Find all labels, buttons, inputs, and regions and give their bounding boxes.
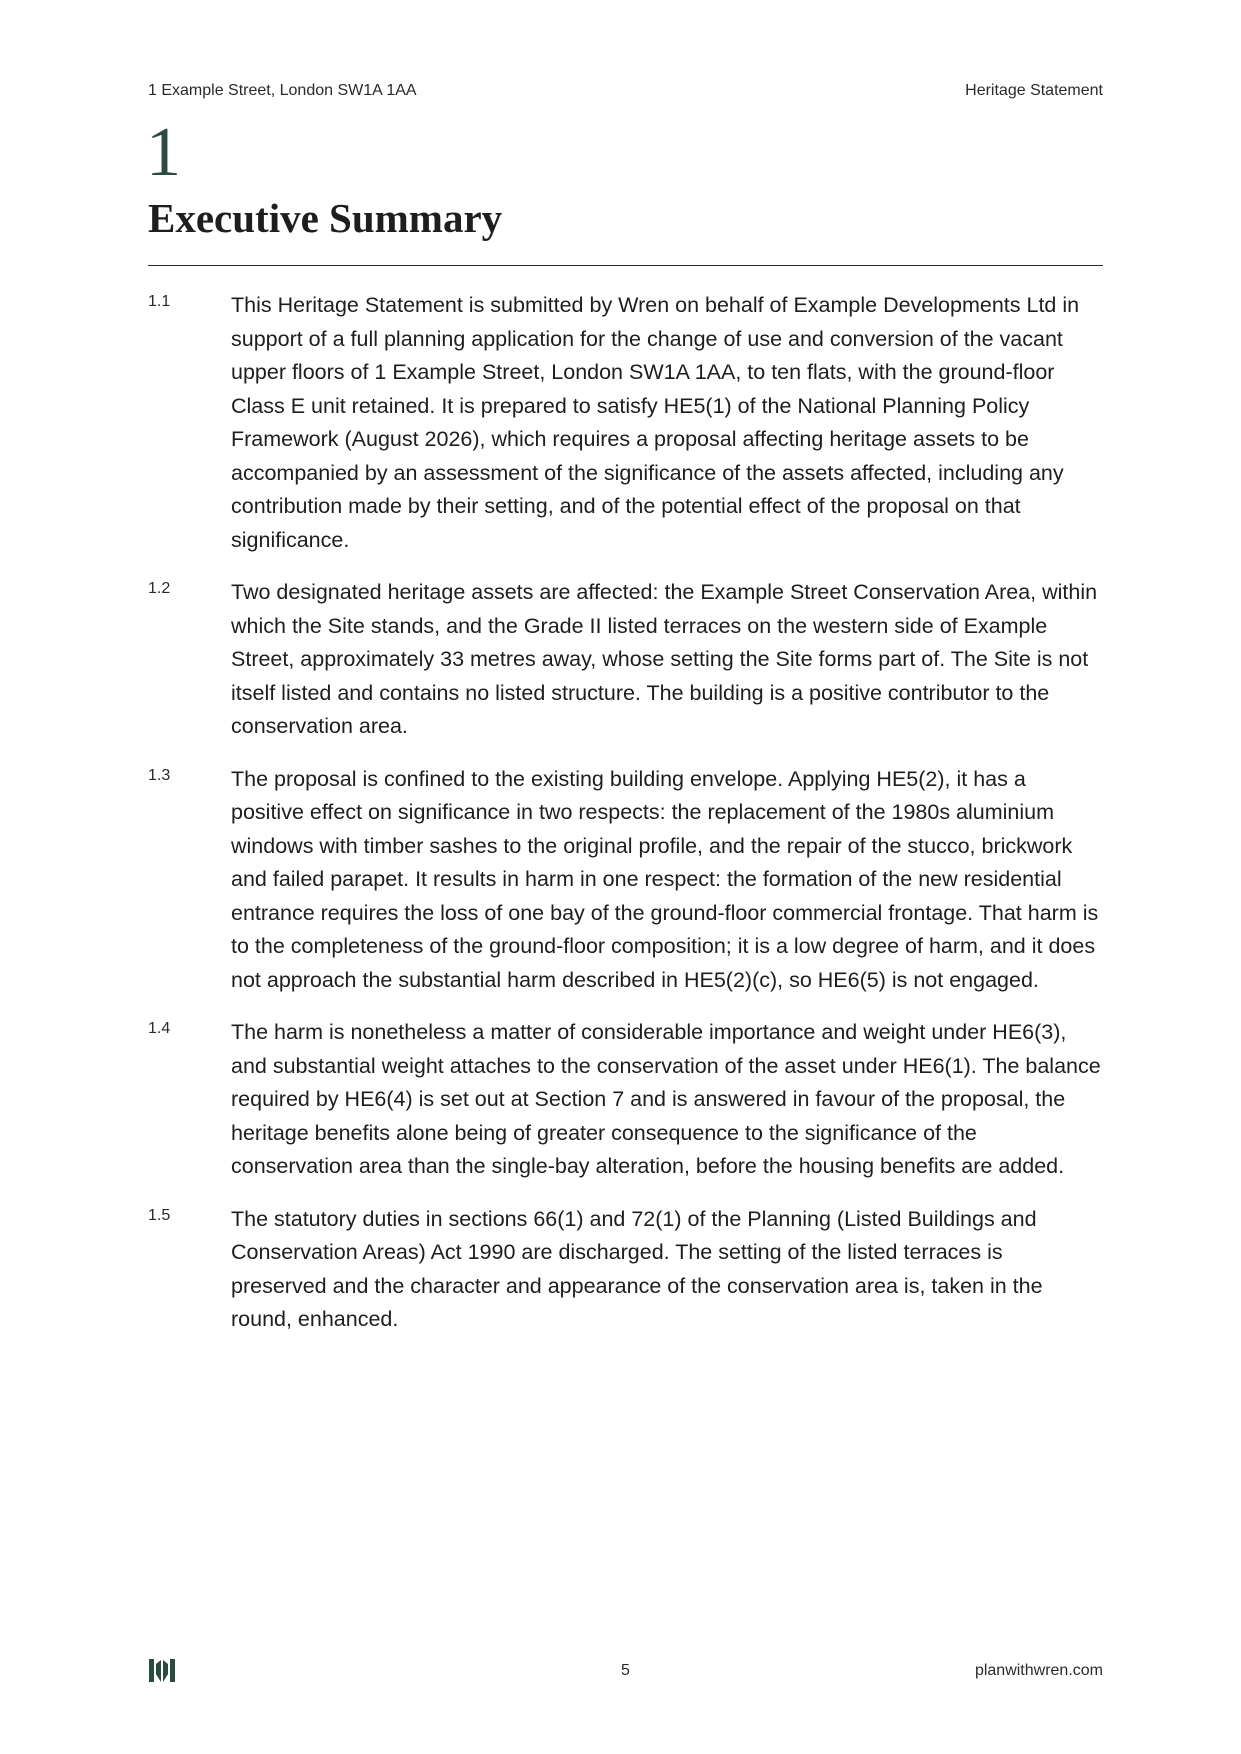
paragraph-text: The harm is nonetheless a matter of considerable importance and weight under HE6(3), and substantial weight attaches to the conservation of the asset under HE6(1). The balance required by HE6(4) is set out at Section 7 and is answered in favour of the proposal, the heritage benefits alone being of greater consequence to the significance of the conservation area than the single-bay alteration, before the housing benefits are added. — [231, 1020, 1101, 1178]
numbered-paragraph — [148, 1203, 1103, 1337]
paragraph-text: The statutory duties in sections 66(1) and 72(1) of the Planning (Listed Buildings and Conservation Areas) Act 1990 are discharged. The setting of the listed terraces is preserved and the character and appearance of the conservation area is, taken in the round, enhanced. — [231, 1206, 1043, 1331]
numbered-paragraph — [148, 1016, 1103, 1184]
chapter-title: Executive Summary — [148, 195, 503, 241]
chapter-number: 1 — [146, 114, 181, 191]
numbered-paragraph — [148, 763, 1103, 998]
paragraph-number: 1.3 — [148, 766, 171, 784]
paragraph-number: 1.2 — [148, 580, 171, 597]
footer-url[interactable]: planwithwren.com — [974, 1662, 1103, 1679]
paragraph-text: This Heritage Statement is submitted by Wren on behalf of Example Developments Ltd in support of a full planning application for the change of use and conversion of the vacant upper floors of 1 Example Street, London SW1A 1AA, to ten flats, with the ground-floor Class E unit retained. It is prepared to satisfy HE5(1) of the National Planning Policy Framework (August 2026), which requires a proposal affecting heritage assets to be accompanied by an assessment of the significance of the assets affected, including any contribution made by their setting, and of the potential effect of the proposal on that significance. — [231, 293, 1080, 552]
paragraph-list — [148, 289, 1103, 1356]
header-document-type: Heritage Statement — [965, 82, 1103, 99]
header-address: 1 Example Street, London SW1A 1AA — [148, 82, 417, 99]
paragraph-number: 1.5 — [148, 1206, 171, 1224]
numbered-paragraph — [148, 289, 1103, 557]
paragraph-number: 1.1 — [148, 293, 171, 310]
title-divider — [148, 265, 1103, 266]
running-header — [148, 82, 1103, 100]
page-number: 5 — [621, 1662, 630, 1679]
paragraph-text: The proposal is confined to the existing building envelope. Applying HE5(2), it has a positive effect on significance in two respects: the replacement of the 1980s aluminium windows with timber sashes to the original profile, and the repair of the stucco, brickwork and failed parapet. It results in harm in one respect: the formation of the new residential entrance requires the loss of one bay of the ground-floor commercial frontage. That harm is to the completeness of the ground-floor composition; it is a low degree of harm, and it does not approach the substantial harm described in HE5(2)(c), so HE6(5) is not engaged. — [231, 766, 1099, 992]
paragraph-number: 1.4 — [148, 1020, 171, 1037]
page-footer — [148, 1658, 1103, 1688]
paragraph-text: Two designated heritage assets are affected: the Example Street Conservation Area, within which the Site stands, and the Grade II listed terraces on the western side of Example Street, approximately 33 metres away, whose setting the Site forms part of. The Site is not itself listed and contains no listed structure. The building is a positive contributor to the conservation area. — [231, 580, 1098, 738]
numbered-paragraph — [148, 576, 1103, 744]
